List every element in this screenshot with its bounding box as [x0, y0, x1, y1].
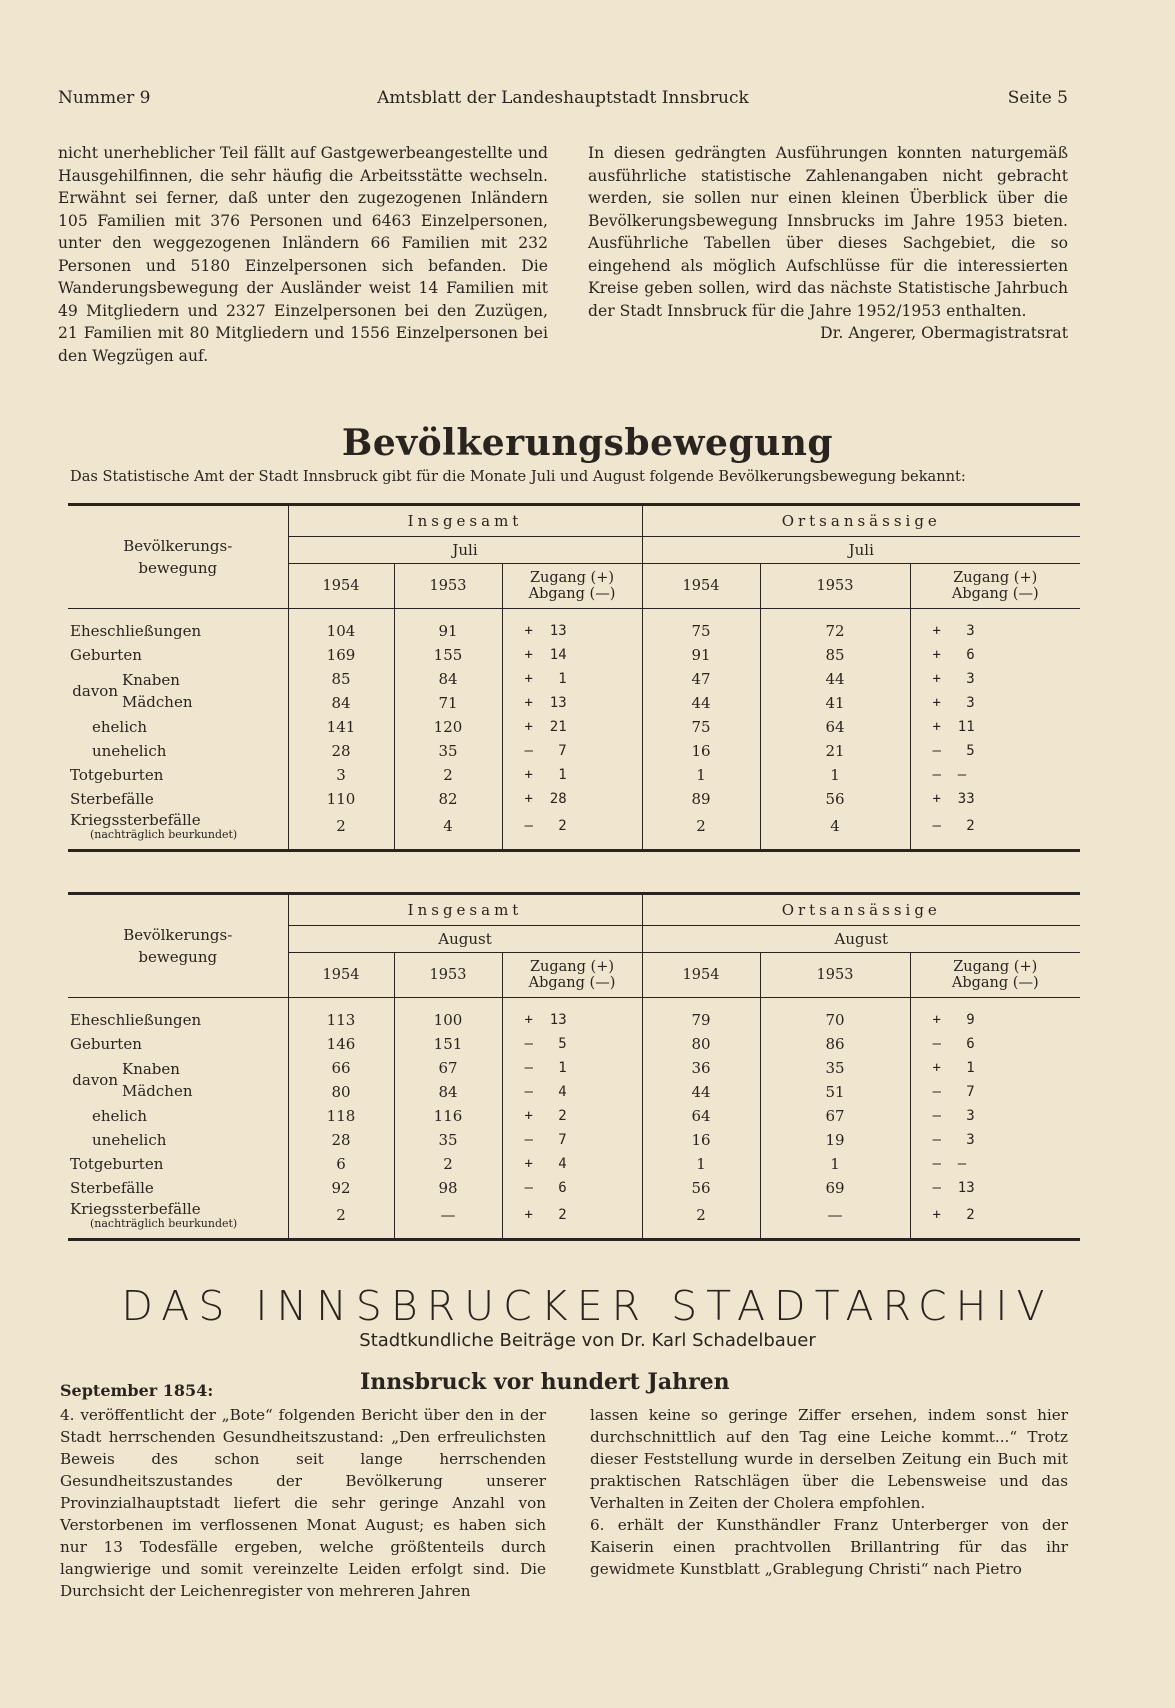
signature: Dr. Angerer, Obermagistratsrat — [820, 324, 1068, 342]
davon-label: davon — [72, 682, 118, 700]
table-row: Eheschließungen 104 91 + 13 75 72 + 3 — [68, 609, 1080, 644]
table-row: Totgeburten 6 2 + 4 1 1 — — — [68, 1152, 1080, 1176]
table-row: unehelich 28 35 — 7 16 19 — 3 — [68, 1128, 1080, 1152]
top-right-column — [588, 142, 1068, 345]
month-label: August — [642, 926, 1080, 953]
group-local: Ortsansässige — [642, 894, 1080, 926]
table-row: Kriegssterbefälle (nachträglich beurkundet) 2 — + 2 2 — + 2 — [68, 1200, 1080, 1240]
archiv-date: September 1854: — [60, 1381, 214, 1400]
table-row: Geburten 169 155 + 14 91 85 + 6 — [68, 643, 1080, 667]
archiv-right-paragraph-1: lassen keine so geringe Ziffer ersehen, indem sonst hier durchschnittlich auf den Tag eine Leiche kommt...“ Trotz dieser Feststellung wurde in derselben Zeitung ein Buch mit praktischen Ratschlägen über die Lebensweise und das Verhalten in Zeiten der Cholera empfohlen. — [590, 1406, 1068, 1512]
table-row: davon Knaben Mädchen 85 84 + 1 47 44 + 3 — [68, 667, 1080, 691]
col-1953: 1953 — [760, 564, 910, 609]
page-number: Seite 5 — [1007, 88, 1068, 108]
col-change: Zugang (+) Abgang (—) — [502, 953, 642, 998]
top-left-paragraph: nicht unerheblicher Teil fällt auf Gastgewerbeangestellte und Hausgehilfinnen, die sehr häufig die Arbeitsstätte wechseln. Erwähnt sei ferner, daß unter den zugezogenen Inländern 105 Familien mit 376 Personen und 6463 Einzelpersonen, unter den weggezogenen Inländern 66 Familien mit 232 Personen und 5180 Einzelpersonen sich befanden. Die Wanderungsbewegung der Ausländer weist 14 Familien mit 49 Mitgliedern und 2327 Einzelpersonen bei den Zuzügen, 21 Familien mit 80 Mitgliedern und 1556 Einzelpersonen bei den Wegzügen auf. — [58, 144, 548, 365]
archiv-left-paragraph: 4. veröffentlicht der „Bote“ folgenden Bericht über den in der Stadt herrschenden Gesundheitszustand: „Den erfreulichsten Beweis des schon seit lange herrschenden Gesundheitszustandes der Bevölkerung unserer Provinzialhauptstadt liefert die sehr geringe Anzahl von Verstorbenen im verflossenen Monat August; es haben sich nur 13 Todesfälle ergeben, welche größtenteils durch langwierige und somit vereinzelte Leiden erfolgt sind. Die Durchsicht der Leichenregister von mehreren Jahren — [60, 1406, 546, 1600]
table-note: (nachträglich beurkundet) — [90, 828, 238, 841]
section-title: Bevölkerungsbewegung — [341, 422, 834, 464]
col-1953: 1953 — [760, 953, 910, 998]
month-label: August — [288, 926, 642, 953]
table-row: Totgeburten 3 2 + 1 1 1 — — — [68, 763, 1080, 787]
col-1954: 1954 — [642, 564, 760, 609]
table-july — [68, 503, 1080, 852]
month-label: Juli — [288, 537, 642, 564]
col-change: Zugang (+) Abgang (—) — [910, 953, 1080, 998]
table-row: Sterbefälle 92 98 — 6 56 69 — 13 — [68, 1176, 1080, 1200]
archiv-title: DAS INNSBRUCKER STADTARCHIV — [121, 1282, 1054, 1330]
table-row: 80 84 — 4 44 51 — 7 — [68, 1080, 1080, 1104]
table-row: Eheschließungen 113 100 + 13 79 70 + 9 — [68, 998, 1080, 1033]
archiv-heading: Innsbruck vor hundert Jahren — [360, 1369, 730, 1395]
table-row: Sterbefälle 110 82 + 28 89 56 + 33 — [68, 787, 1080, 811]
table-row: Geburten 146 151 — 5 80 86 — 6 — [68, 1032, 1080, 1056]
col-change: Zugang (+) Abgang (—) — [910, 564, 1080, 609]
archiv-right-paragraph-2: 6. erhält der Kunsthändler Franz Unterberger von der Kaiserin einen prachtvollen Brillantring für das ihr gewidmete Kunstblatt „Grablegung Christi“ nach Pietro — [590, 1516, 1068, 1578]
month-label: Juli — [642, 537, 1080, 564]
top-left-column — [58, 142, 548, 367]
archiv-subtitle: Stadtkundliche Beiträge von Dr. Karl Schadelbauer — [359, 1330, 816, 1351]
col-1953: 1953 — [394, 953, 502, 998]
table-intro: Das Statistische Amt der Stadt Innsbruck gibt für die Monate Juli und August folgende Bevölkerungsbewegung bekannt: — [70, 468, 966, 485]
row-header: Bevölkerungs- bewegung — [68, 894, 288, 998]
table-note: (nachträglich beurkundet) — [90, 1217, 238, 1230]
table-row: 84 71 + 13 44 41 + 3 — [68, 691, 1080, 715]
davon-label: davon — [72, 1071, 118, 1089]
table-row: davon Knaben Mädchen 66 67 — 1 36 35 + 1 — [68, 1056, 1080, 1080]
table-row: ehelich 141 120 + 21 75 64 + 11 — [68, 715, 1080, 739]
col-1954: 1954 — [288, 564, 394, 609]
publication-title: Amtsblatt der Landeshauptstadt Innsbruck — [377, 88, 749, 108]
group-total: Insgesamt — [288, 505, 642, 537]
table-august — [68, 892, 1080, 1241]
group-local: Ortsansässige — [642, 505, 1080, 537]
col-1954: 1954 — [642, 953, 760, 998]
issue-number: Nummer 9 — [58, 88, 151, 108]
table-row: ehelich 118 116 + 2 64 67 — 3 — [68, 1104, 1080, 1128]
archiv-right-column — [590, 1404, 1068, 1580]
col-change: Zugang (+) Abgang (—) — [502, 564, 642, 609]
row-header: Bevölkerungs- bewegung — [68, 505, 288, 609]
group-total: Insgesamt — [288, 894, 642, 926]
col-1954: 1954 — [288, 953, 394, 998]
top-right-paragraph: In diesen gedrängten Ausführungen konnten naturgemäß ausführliche statistische Zahlenangaben nicht gebracht werden, sie sollen nur einen kleinen Überblick über die Bevölkerungsbewegung Innsbrucks im Jahre 1953 bieten. Ausführliche Tabellen über dieses Sachgebiet, die so eingehend als möglich Aufschlüsse für die interessierten Kreise geben sollen, wird das nächste Statistische Jahrbuch der Stadt Innsbruck für die Jahre 1952/1953 enthalten. — [588, 144, 1068, 320]
archiv-left-column — [60, 1404, 546, 1602]
table-row: unehelich 28 35 — 7 16 21 — 5 — [68, 739, 1080, 763]
col-1953: 1953 — [394, 564, 502, 609]
table-row: Kriegssterbefälle (nachträglich beurkundet) 2 4 — 2 2 4 — 2 — [68, 811, 1080, 851]
